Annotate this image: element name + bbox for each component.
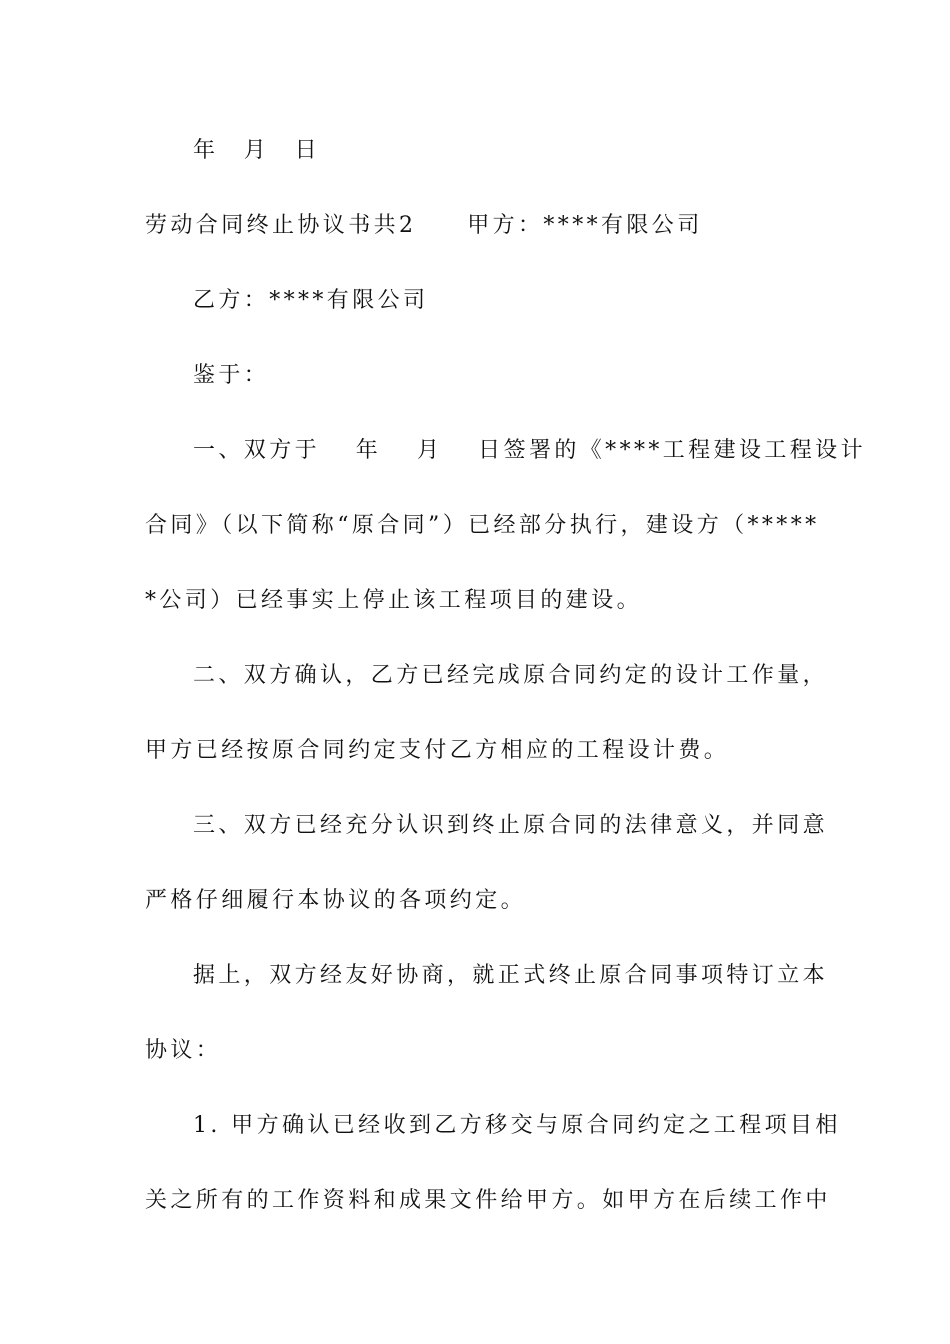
title-and-party-a-line: 劳动合同终止协议书共2 甲方：****有限公司 — [145, 213, 703, 238]
clause-3-line-1: 三、双方已经充分认识到终止原合同的法律意义，并同意 — [193, 813, 829, 838]
article-1-line-1: 1. 甲方确认已经收到乙方移交与原合同约定之工程项目相 — [193, 1113, 841, 1138]
date-line: 年 月 日 — [193, 138, 321, 163]
clause-1-line-2: 合同》（以下简称“原合同”）已经部分执行，建设方（***** — [145, 513, 820, 538]
agreement-intro-line-1: 据上，双方经友好协商，就正式终止原合同事项特订立本 — [193, 963, 829, 988]
clause-2-line-1: 二、双方确认，乙方已经完成原合同约定的设计工作量， — [193, 663, 829, 688]
clause-1-line-3: *公司）已经事实上停止该工程项目的建设。 — [145, 588, 643, 613]
party-b-line: 乙方：****有限公司 — [193, 288, 429, 313]
clause-3-line-2: 严格仔细履行本协议的各项约定。 — [145, 888, 527, 913]
clause-1-line-1: 一、双方于 年 月 日签署的《****工程建设工程设计 — [193, 438, 866, 463]
whereas-heading: 鉴于： — [193, 363, 270, 388]
article-1-line-2: 关之所有的工作资料和成果文件给甲方。如甲方在后续工作中 — [145, 1188, 831, 1213]
agreement-intro-line-2: 协议： — [145, 1038, 222, 1063]
clause-2-line-2: 甲方已经按原合同约定支付乙方相应的工程设计费。 — [145, 738, 730, 763]
